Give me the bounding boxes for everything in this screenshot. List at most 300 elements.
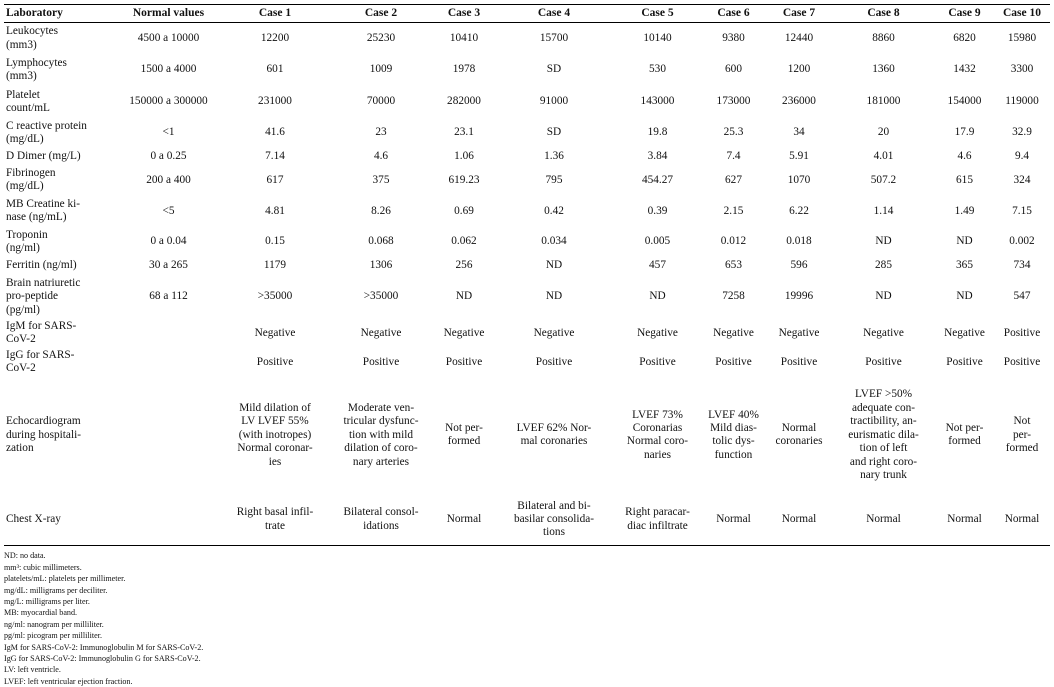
table-cell (832, 377, 935, 494)
cell-line: Positive (1003, 326, 1041, 339)
cell-line: Bilateral consol- (343, 506, 419, 519)
cell-line: Negative (778, 326, 820, 339)
cell-line: 6820 (953, 31, 976, 44)
cell-line: 9.4 (1014, 149, 1030, 162)
cell-line: 0.42 (544, 204, 564, 217)
cell-line: 1070 (787, 173, 811, 186)
column-header: Normal values (115, 5, 222, 23)
cell-line: 1200 (787, 63, 811, 76)
cell-line: 25230 (366, 31, 396, 44)
table-cell (494, 118, 614, 148)
table-cell (766, 494, 832, 546)
cell-line: >35000 (363, 290, 399, 303)
table-cell (222, 54, 328, 86)
table-cell (832, 319, 935, 348)
cell-line: 7258 (722, 290, 745, 303)
cell-line: 0.15 (265, 235, 285, 248)
cell-line: Normal (781, 422, 817, 434)
cell-line: 23 (375, 126, 387, 139)
cell-line: nase (ng/mL) (6, 211, 67, 224)
footnote: ng/ml: nanogram per milliliter. (4, 619, 104, 629)
cell-line: 1360 (872, 63, 895, 76)
column-header: Case 10 (994, 5, 1050, 23)
cell-line: 530 (649, 63, 666, 76)
row-label-cell (4, 54, 115, 86)
table-cell (614, 196, 701, 227)
cell-line: adequate con- (851, 401, 916, 414)
cell-line: 365 (956, 259, 973, 272)
table-cell (832, 148, 935, 165)
cell-line: zation (6, 442, 34, 455)
cell-line: Negative (533, 326, 575, 339)
cell-line: 457 (649, 259, 666, 272)
table-cell (494, 227, 614, 257)
table-row (4, 196, 1050, 227)
table-cell (222, 196, 328, 227)
table-cell (935, 348, 994, 377)
column-header: Case 8 (832, 5, 935, 23)
table-cell (935, 118, 994, 148)
cell-line: tricular dysfunc- (343, 415, 419, 428)
cell-line: 91000 (539, 95, 569, 108)
table-cell (766, 23, 832, 54)
cell-line: Mild dilation of (239, 401, 311, 414)
table-cell (434, 377, 494, 494)
cell-line: 1432 (953, 63, 976, 76)
table-cell (935, 227, 994, 257)
table-cell (766, 148, 832, 165)
cell-line: eurismatic dila- (848, 428, 919, 441)
cell-line: (mg/dL) (6, 132, 44, 145)
cell-line: 10140 (643, 31, 672, 44)
cell-line: 1978 (452, 63, 476, 76)
table-row (4, 165, 1050, 196)
cell-line: CoV-2 (6, 362, 36, 375)
table-cell (494, 275, 614, 319)
table-cell (935, 148, 994, 165)
table-cell (434, 165, 494, 196)
table-cell (935, 86, 994, 118)
table-cell (328, 348, 434, 377)
cell-line: Positive (445, 355, 483, 368)
table-cell (115, 319, 222, 348)
table-cell (832, 348, 935, 377)
table-cell (222, 494, 328, 546)
table-cell (994, 148, 1050, 165)
table-cell (935, 319, 994, 348)
cell-line: 15980 (1007, 31, 1037, 44)
cell-line: 6.22 (789, 204, 809, 217)
cell-line: 1009 (369, 63, 393, 76)
table-cell (832, 257, 935, 275)
table-cell (222, 377, 328, 494)
table-row (4, 118, 1050, 148)
cell-line: <5 (162, 204, 175, 217)
cell-line: Normal (1004, 512, 1040, 525)
cell-line: Leukocytes (6, 25, 59, 38)
cell-line: Positive (256, 355, 294, 368)
row-label-cell (4, 165, 115, 196)
table-cell (222, 275, 328, 319)
row-label-cell (4, 257, 115, 275)
cell-line: mal coronaries (520, 435, 588, 448)
table-cell (328, 86, 434, 118)
cell-line: Normal coronar- (237, 442, 313, 455)
table-cell (935, 257, 994, 275)
table-cell (614, 165, 701, 196)
cell-line: 231000 (258, 95, 292, 108)
table-cell (115, 165, 222, 196)
table-cell (115, 23, 222, 54)
cell-line: 256 (455, 259, 473, 272)
cell-line: Positive (865, 355, 902, 368)
cell-line: CoV-2 (6, 333, 36, 346)
footnote: LV: left ventricle. (4, 665, 61, 675)
table-cell (994, 227, 1050, 257)
table-cell (328, 257, 434, 275)
cell-line: count/mL (6, 101, 50, 114)
cell-line: Negative (254, 326, 296, 339)
cell-line: tion with mild (348, 428, 414, 441)
table-row (4, 148, 1050, 165)
row-label-cell (4, 494, 115, 546)
table-cell (701, 377, 766, 494)
cell-line: diac infiltrate (627, 519, 688, 532)
cell-line: Not per- (945, 422, 984, 434)
table-cell (115, 54, 222, 86)
cell-line: 282000 (447, 95, 481, 108)
table-cell (766, 227, 832, 257)
cell-line: 70000 (366, 95, 396, 108)
footnote: mg/dL: milligrams per deciliter. (4, 585, 108, 595)
table-cell (115, 148, 222, 165)
table-cell (614, 257, 701, 275)
cell-line: 41.6 (265, 126, 285, 139)
column-header: Case 4 (494, 5, 614, 23)
table-cell (494, 165, 614, 196)
cell-line: 795 (545, 173, 563, 186)
table-cell (701, 348, 766, 377)
table-cell (832, 494, 935, 546)
cell-line: 154000 (947, 95, 982, 108)
table-cell (614, 86, 701, 118)
table-cell (115, 86, 222, 118)
cell-line: formed (948, 435, 981, 448)
cell-line: 8.26 (371, 204, 391, 217)
cell-line: Not per- (445, 422, 483, 434)
table-cell (701, 257, 766, 275)
table-cell (994, 196, 1050, 227)
table-cell (701, 319, 766, 348)
cell-line: 0.69 (454, 204, 474, 217)
cell-line: 20 (877, 126, 890, 139)
cell-line: 34 (793, 126, 805, 139)
cell-line: ies (268, 455, 282, 468)
table-cell (994, 275, 1050, 319)
table-cell (994, 348, 1050, 377)
cell-line: 1.36 (544, 149, 564, 162)
cell-line: Fibrinogen (6, 167, 56, 179)
table-cell (935, 165, 994, 196)
cell-line: Normal (781, 512, 817, 525)
cell-line: IgM for SARS- (6, 320, 77, 332)
cell-line: Not (1013, 415, 1031, 428)
table-cell (614, 348, 701, 377)
table-row (4, 54, 1050, 86)
cell-line: ND (875, 290, 892, 303)
table-cell (766, 165, 832, 196)
cell-line: 2.15 (723, 204, 744, 217)
table-cell (832, 118, 935, 148)
cell-line: 1.06 (454, 149, 474, 162)
table-cell (115, 348, 222, 377)
table-row (4, 319, 1050, 348)
row-label-cell (4, 319, 115, 348)
cell-line: ND (956, 290, 973, 303)
cell-line: 1500 a 4000 (140, 63, 197, 76)
table-cell (434, 348, 494, 377)
table-row (4, 227, 1050, 257)
cell-line: Normal (446, 512, 482, 525)
cell-line: ND (649, 290, 666, 303)
cell-line: 285 (875, 259, 892, 272)
table-cell (115, 275, 222, 319)
footnote: mg/L: milligrams per liter. (4, 597, 90, 607)
cell-line: Positive (639, 355, 676, 368)
table-cell (766, 348, 832, 377)
cell-line: function (714, 448, 753, 461)
row-label-cell (4, 348, 115, 377)
table-cell (494, 494, 614, 546)
cell-line: 0.018 (786, 235, 812, 248)
cell-line: 23.1 (454, 126, 474, 139)
table-cell (701, 275, 766, 319)
footnote: LVEF: left ventricular ejection fraction. (4, 676, 133, 686)
footnote: IgG for SARS-CoV-2: Immunoglobulin G for SARS-CoV-2. (4, 654, 201, 664)
cell-line: 0.012 (720, 235, 747, 248)
column-header: Case 9 (935, 5, 994, 23)
cell-line: 0.068 (368, 235, 394, 248)
table-cell (935, 196, 994, 227)
table-cell (766, 257, 832, 275)
cell-line: 1179 (263, 259, 287, 272)
table-cell (328, 494, 434, 546)
table-cell (832, 86, 935, 118)
cell-line: ND (545, 259, 563, 272)
cell-line: Normal (716, 512, 751, 525)
cell-line: LVEF >50% (854, 388, 913, 401)
cell-line: 4.01 (873, 149, 894, 162)
cell-line: 600 (725, 63, 742, 76)
table-row (4, 23, 1050, 54)
cell-line: ND (545, 290, 563, 303)
table-cell (935, 23, 994, 54)
cell-line: 619.23 (448, 173, 480, 186)
table-cell (994, 23, 1050, 54)
table-cell (328, 54, 434, 86)
cell-line: Right basal infil- (236, 506, 314, 519)
cell-line: (pg/ml) (6, 303, 40, 316)
table-cell (994, 118, 1050, 148)
table-cell (328, 377, 434, 494)
cell-line: per- (1013, 428, 1031, 441)
cell-line: 0.005 (644, 235, 671, 248)
table-row (4, 348, 1050, 377)
table-cell (935, 54, 994, 86)
cell-line: basilar consolida- (514, 512, 594, 525)
table-cell (994, 257, 1050, 275)
cell-line: 1.14 (873, 204, 894, 217)
table-cell (994, 377, 1050, 494)
row-label-cell (4, 118, 115, 148)
table-cell (614, 377, 701, 494)
cell-line: naries (644, 448, 671, 461)
table-cell (614, 148, 701, 165)
cell-line: >35000 (257, 290, 293, 303)
cell-line: tractibility, an- (850, 415, 917, 428)
cell-line: 7.14 (265, 149, 285, 162)
table-cell (328, 118, 434, 148)
cell-line: 4.6 (373, 149, 389, 162)
cell-line: 150000 a 300000 (129, 95, 208, 108)
table-cell (222, 165, 328, 196)
cell-line: 32.9 (1012, 126, 1032, 139)
table-cell (222, 86, 328, 118)
cell-line: 375 (372, 173, 390, 186)
cell-line: 324 (1013, 173, 1031, 186)
footnote: IgM for SARS-CoV-2: Immunoglobulin M for SARS-CoV-2. (4, 642, 204, 652)
cell-line: 454.27 (641, 173, 674, 186)
column-header: Case 1 (222, 5, 328, 23)
column-header: Case 7 (766, 5, 832, 23)
cell-line: 4500 a 10000 (137, 31, 200, 44)
table-cell (328, 275, 434, 319)
table-cell (494, 257, 614, 275)
cell-line: 615 (956, 173, 973, 186)
cell-line: Mild dias- (710, 422, 757, 434)
cell-line: LVEF 62% Nor- (516, 422, 592, 434)
row-label-cell (4, 196, 115, 227)
cell-line: Negative (360, 326, 402, 339)
table-cell (328, 319, 434, 348)
table-cell (222, 319, 328, 348)
cell-line: 236000 (782, 95, 816, 108)
cell-line: D Dimer (mg/L) (6, 149, 81, 162)
cell-line: 8860 (872, 31, 895, 44)
cell-line: ND (956, 235, 973, 248)
cell-line: Ferritin (ng/ml) (6, 259, 77, 272)
table-cell (766, 377, 832, 494)
cell-line: Moderate ven- (347, 401, 415, 414)
table-cell (701, 227, 766, 257)
table-cell (494, 86, 614, 118)
cell-line: 734 (1013, 259, 1031, 272)
table-cell (115, 227, 222, 257)
footnote: pg/ml: picogram per milliliter. (4, 631, 103, 641)
cell-line: (mm3) (6, 69, 37, 82)
table-cell (434, 118, 494, 148)
cell-line: ND (875, 235, 892, 248)
column-header: Case 5 (614, 5, 701, 23)
table-cell (328, 227, 434, 257)
footnote: MB: myocardial band. (4, 608, 78, 618)
cell-line: 15700 (539, 31, 569, 44)
table-row (4, 377, 1050, 494)
row-label-cell (4, 23, 115, 54)
table-cell (766, 118, 832, 148)
table-cell (701, 118, 766, 148)
cell-line: Chest X-ray (6, 512, 61, 525)
cell-line: Normal (947, 512, 982, 525)
footnote: platelets/mL: platelets per millimeter. (4, 574, 126, 584)
table-cell (328, 165, 434, 196)
table-cell (832, 165, 935, 196)
table-cell (494, 319, 614, 348)
row-label-cell (4, 227, 115, 257)
cell-line: 4.6 (957, 149, 972, 162)
cell-line: 30 a 265 (149, 259, 188, 272)
table-cell (832, 196, 935, 227)
cell-line: trate (264, 519, 286, 532)
cell-line: 1306 (369, 259, 393, 272)
cell-line: tion of left (859, 442, 908, 455)
cell-line: 601 (266, 63, 284, 76)
table-cell (935, 377, 994, 494)
cell-line: 5.91 (789, 149, 809, 162)
table-cell (222, 348, 328, 377)
cell-line: 181000 (866, 95, 901, 108)
table-row (4, 86, 1050, 118)
table-cell (434, 54, 494, 86)
table-cell (494, 377, 614, 494)
table-cell (222, 23, 328, 54)
table-cell (994, 54, 1050, 86)
cell-line: Positive (715, 355, 752, 368)
cell-line: 0.034 (541, 235, 567, 248)
cell-line: 68 a 112 (149, 290, 188, 303)
table-cell (832, 54, 935, 86)
table-footnotes (4, 550, 1050, 687)
cell-line: Negative (443, 326, 485, 339)
cell-line: 7.4 (726, 149, 741, 162)
table-cell (994, 86, 1050, 118)
cell-line: Echocardiogram (6, 415, 81, 428)
cell-line: 200 a 400 (146, 173, 191, 186)
table-cell (766, 86, 832, 118)
cell-line: 1.49 (954, 204, 975, 217)
cell-line: 7.15 (1012, 204, 1032, 217)
lab-results-table (4, 4, 1050, 546)
table-cell (701, 86, 766, 118)
table-cell (994, 319, 1050, 348)
cell-line: nary trunk (860, 468, 907, 481)
table-cell (434, 86, 494, 118)
table-cell (614, 23, 701, 54)
cell-line: 547 (1013, 290, 1031, 303)
cell-line: LVEF 40% (708, 408, 759, 421)
row-label-cell (4, 377, 115, 494)
table-cell (434, 148, 494, 165)
cell-line: during hospitali- (6, 428, 81, 441)
table-cell (935, 275, 994, 319)
cell-line: 507.2 (870, 173, 897, 186)
cell-line: 143000 (640, 95, 675, 108)
cell-line: Coronarias (632, 422, 683, 434)
cell-line: 596 (790, 259, 808, 272)
cell-line: Normal coro- (626, 435, 689, 448)
cell-line: Troponin (6, 228, 48, 241)
table-cell (434, 257, 494, 275)
